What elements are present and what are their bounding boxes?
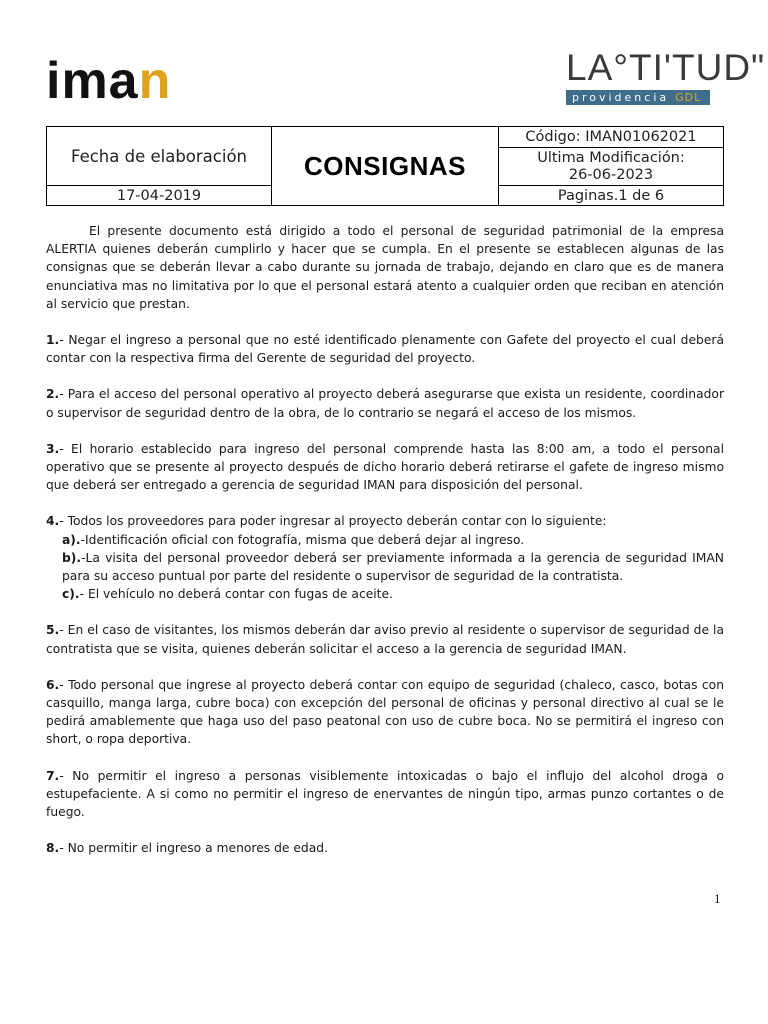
item-text: - Negar el ingreso a personal que no esté identificado plenamente con Gafete del proyecto el cual deberá contar con la respectiva firma del Gerente de seguridad del proyecto.: [46, 333, 724, 366]
sub-item-text: - El vehículo no deberá contar con fugas de aceite.: [79, 587, 393, 602]
latitud-band-text: providencia: [572, 91, 670, 104]
latitud-band-accent: GDL: [675, 91, 702, 104]
list-item: [46, 676, 724, 749]
last-modified-label: Ultima Modificación:: [537, 149, 685, 166]
item-text: - El horario establecido para ingreso del personal comprende hasta las 8:00 am, a todo el personal operativo que se presente al proyecto después de dicho horario deberá retirarse el gafete de ingreso mismo que deberá ser entregado a gerencia de seguridad IMAN para disposición del personal.: [46, 441, 724, 493]
sub-item-text: -Identificación oficial con fotografía, misma que deberá dejar al ingreso.: [80, 532, 525, 547]
list-item: [46, 440, 724, 495]
item-number: 8.: [46, 841, 60, 856]
item-number: 3.: [46, 441, 60, 456]
item-number: 6.: [46, 677, 60, 692]
last-modified: [499, 148, 724, 186]
sub-item: [46, 585, 724, 603]
item-text: - No permitir el ingreso a menores de edad.: [59, 841, 328, 856]
sub-item-letter: c).: [62, 587, 80, 602]
page-count: Paginas.1 de 6: [499, 186, 724, 206]
date-value: 17-04-2019: [47, 186, 272, 206]
sub-item: [46, 549, 724, 585]
intro-paragraph: El presente documento está dirigido a todo el personal de seguridad patrimonial de la empresa ALERTIA quienes deberán cumplirlo y hacer que se cumpla. En el presente se establecen algunas de las consignas que se deberán llevar a cabo durante su jornada de trabajo, dejando en claro que es de manera enunciativa mas no limitativa por lo que el personal estará atento a cualquier orden que reciban en atención al servicio que prestan.: [46, 224, 724, 311]
item-number: 1.: [46, 333, 60, 348]
item-text: - Para el acceso del personal operativo al proyecto deberá asegurarse que exista un residente, coordinador o supervisor de seguridad dentro de la obra, de lo contrario se negará el acceso de los mismos.: [46, 387, 724, 420]
item-number: 7.: [46, 768, 60, 783]
sub-item-letter: b).: [62, 550, 82, 565]
list-item: [46, 621, 724, 657]
sub-item-text: -La visita del personal proveedor deberá ser previamente informada a la gerencia de seguridad IMAN para su acceso puntual por parte del residente o supervisor de seguridad de la contratista.: [62, 550, 724, 584]
document-title: CONSIGNAS: [272, 127, 499, 206]
iman-logo-accent: n: [138, 52, 172, 110]
latitud-logo-band: [566, 90, 710, 105]
item-text: - En el caso de visitantes, los mismos deberán dar aviso previo al residente o supervisor de seguridad de la contratista que se visita, quienes deberán solicitar el acceso a la gerencia de seguridad IMAN.: [46, 623, 724, 656]
date-label: Fecha de elaboración: [47, 127, 272, 186]
page-number: 1: [714, 891, 721, 906]
document-code: Código: IMAN01062021: [499, 127, 724, 148]
item-text: - Todo personal que ingrese al proyecto deberá contar con equipo de seguridad (chaleco, casco, botas con casquillo, manga larga, cubre boca) con excepción del personal de oficinas y personal directivo al cual se le pedirá amablemente que haga uso del paso peatonal con uso de cubre boca. No se permitirá el ingreso con short, o ropa deportiva.: [46, 677, 724, 747]
latitud-logo-text: LA°TI'TUD": [566, 47, 766, 88]
list-item: [46, 767, 724, 822]
iman-logo-text: ima: [46, 52, 139, 110]
list-item: [46, 839, 724, 857]
latitud-logo: [566, 47, 766, 105]
sub-item-letter: a).: [62, 532, 81, 547]
item-text: - No permitir el ingreso a personas visiblemente intoxicadas o bajo el influjo del alcohol droga o estupefaciente. A si como no permitir el ingreso de enervantes de ningún tipo, armas punzo cortantes o de fuego.: [46, 768, 724, 820]
header-table: [46, 126, 724, 206]
last-modified-value: 26-06-2023: [568, 166, 654, 183]
item-text: - Todos los proveedores para poder ingresar al proyecto deberán contar con lo siguiente:: [59, 514, 607, 529]
list-item: [46, 512, 724, 603]
document-body: [46, 222, 724, 875]
list-item: [46, 331, 724, 367]
iman-logo: [46, 52, 172, 110]
list-item: [46, 385, 724, 421]
item-number: 2.: [46, 387, 60, 402]
sub-item: [46, 531, 724, 549]
item-number: 5.: [46, 623, 60, 638]
item-number: 4.: [46, 514, 60, 529]
